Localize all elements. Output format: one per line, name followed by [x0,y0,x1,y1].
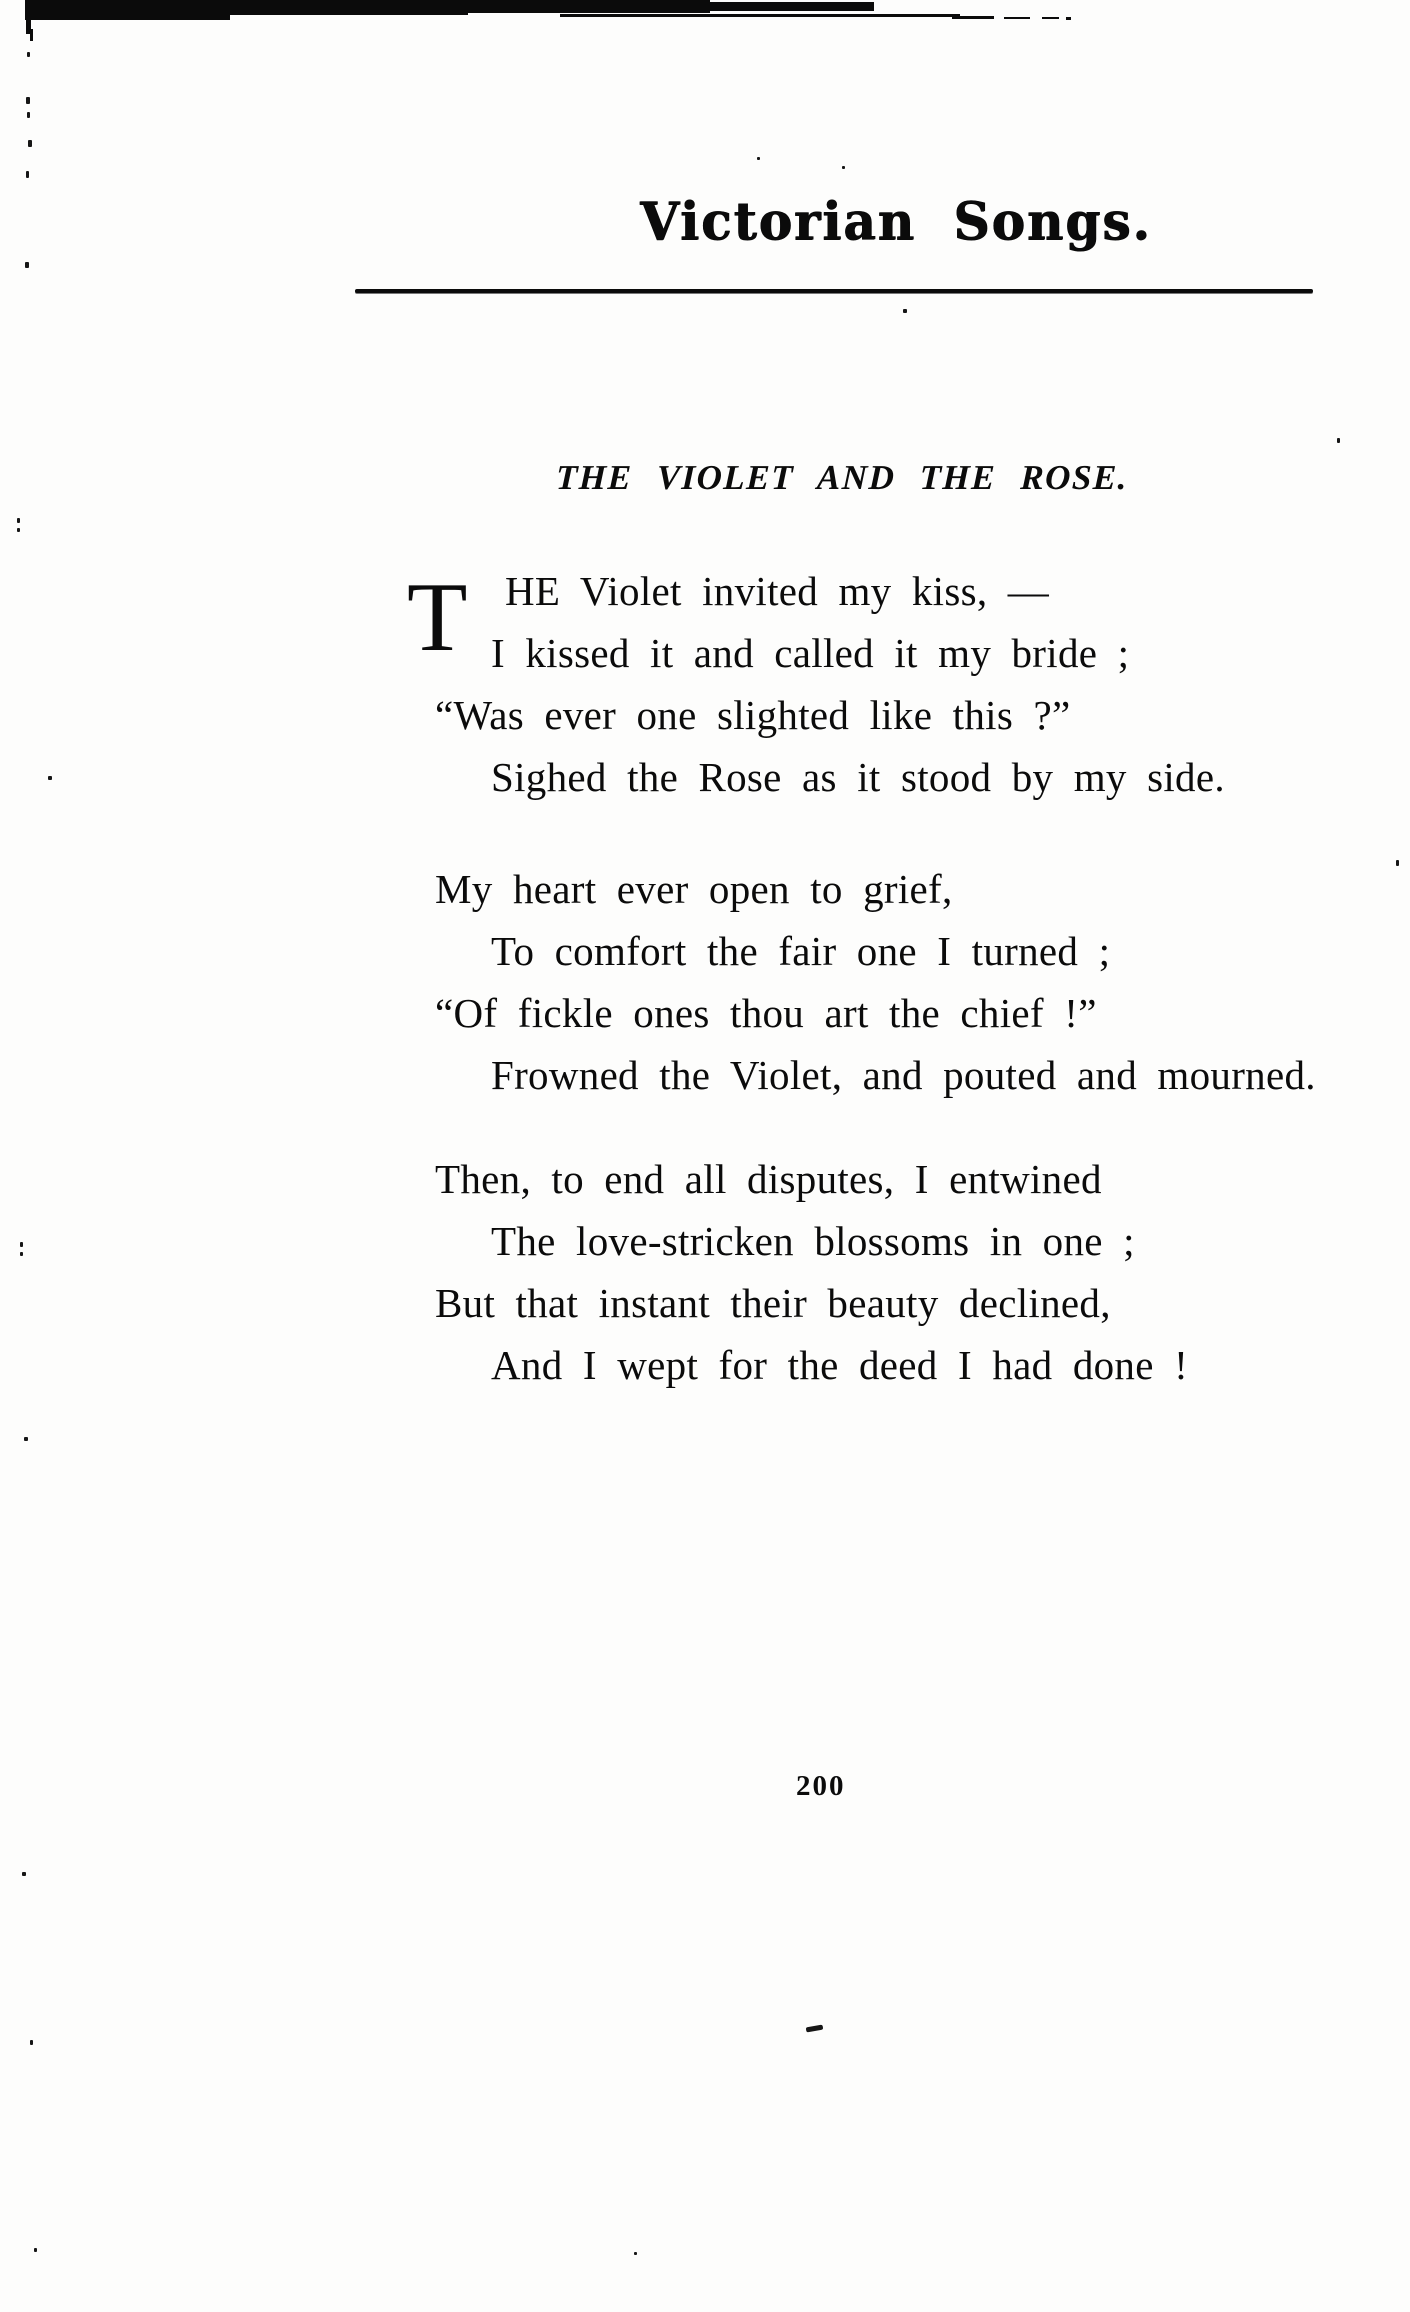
poem-line: Sighed the Rose as it stood by my side. [491,754,1225,800]
scan-speck [1396,860,1399,866]
poem-line: To comfort the fair one I turned ; [491,928,1111,974]
poem-title: THE VIOLET AND THE ROSE. [555,458,1129,497]
scan-edge-dash [1042,17,1059,19]
scan-speck [27,52,30,57]
running-header: Victorian Songs. [640,190,1152,253]
poem-stanza-1 [435,560,1335,808]
scan-speck [30,2040,33,2045]
scan-speck [1337,438,1340,443]
scan-edge-dash [1004,17,1030,19]
poem-line: The love-stricken blossoms in one ; [491,1218,1135,1264]
scan-speck [26,171,29,178]
scan-edge-line [560,14,960,17]
scan-speck [17,528,20,532]
scan-speck [17,518,20,523]
poem-line: My heart ever open to grief, [435,866,953,912]
scan-speck [25,262,29,268]
scan-corner-mark [30,29,33,41]
scan-speck [28,140,32,147]
page-number: 200 [796,1770,846,1802]
scan-tick-mark [806,2025,824,2033]
scan-speck [26,97,30,104]
scan-edge-dash [1066,17,1071,20]
poem-line: HE Violet invited my kiss, — [505,568,1050,614]
scan-speck [20,1242,23,1247]
scan-edge-bar [25,0,230,20]
poem-line: “Was ever one slighted like this ?” [435,692,1071,738]
poem-line: And I wept for the deed I had done ! [491,1342,1189,1388]
scan-speck [757,157,760,160]
poem-stanza-3 [435,1148,1335,1396]
scan-speck [634,2252,637,2255]
poem-line: But that instant their beauty declined, [435,1280,1111,1326]
scan-edge-dash [952,16,994,19]
drop-cap: T [407,563,468,672]
scan-speck [903,309,907,313]
poem-stanza-2 [435,858,1335,1106]
scan-speck [48,776,52,780]
scan-speck [27,112,30,118]
poem-line: “Of fickle ones thou art the chief !” [435,990,1097,1036]
header-rule [355,289,1313,293]
scan-edge-bar [228,0,468,15]
scan-speck [22,1872,26,1876]
scan-speck [842,166,845,169]
scan-speck [34,2248,37,2252]
scan-speck [20,1252,23,1256]
scan-speck [24,1437,28,1441]
scan-edge-bar [465,0,710,13]
poem-line: Then, to end all disputes, I entwined [435,1156,1102,1202]
poem-line: Frowned the Violet, and pouted and mourned. [491,1052,1316,1098]
poem-line: I kissed it and called it my bride ; [491,630,1130,676]
scan-edge-bar [706,2,874,11]
